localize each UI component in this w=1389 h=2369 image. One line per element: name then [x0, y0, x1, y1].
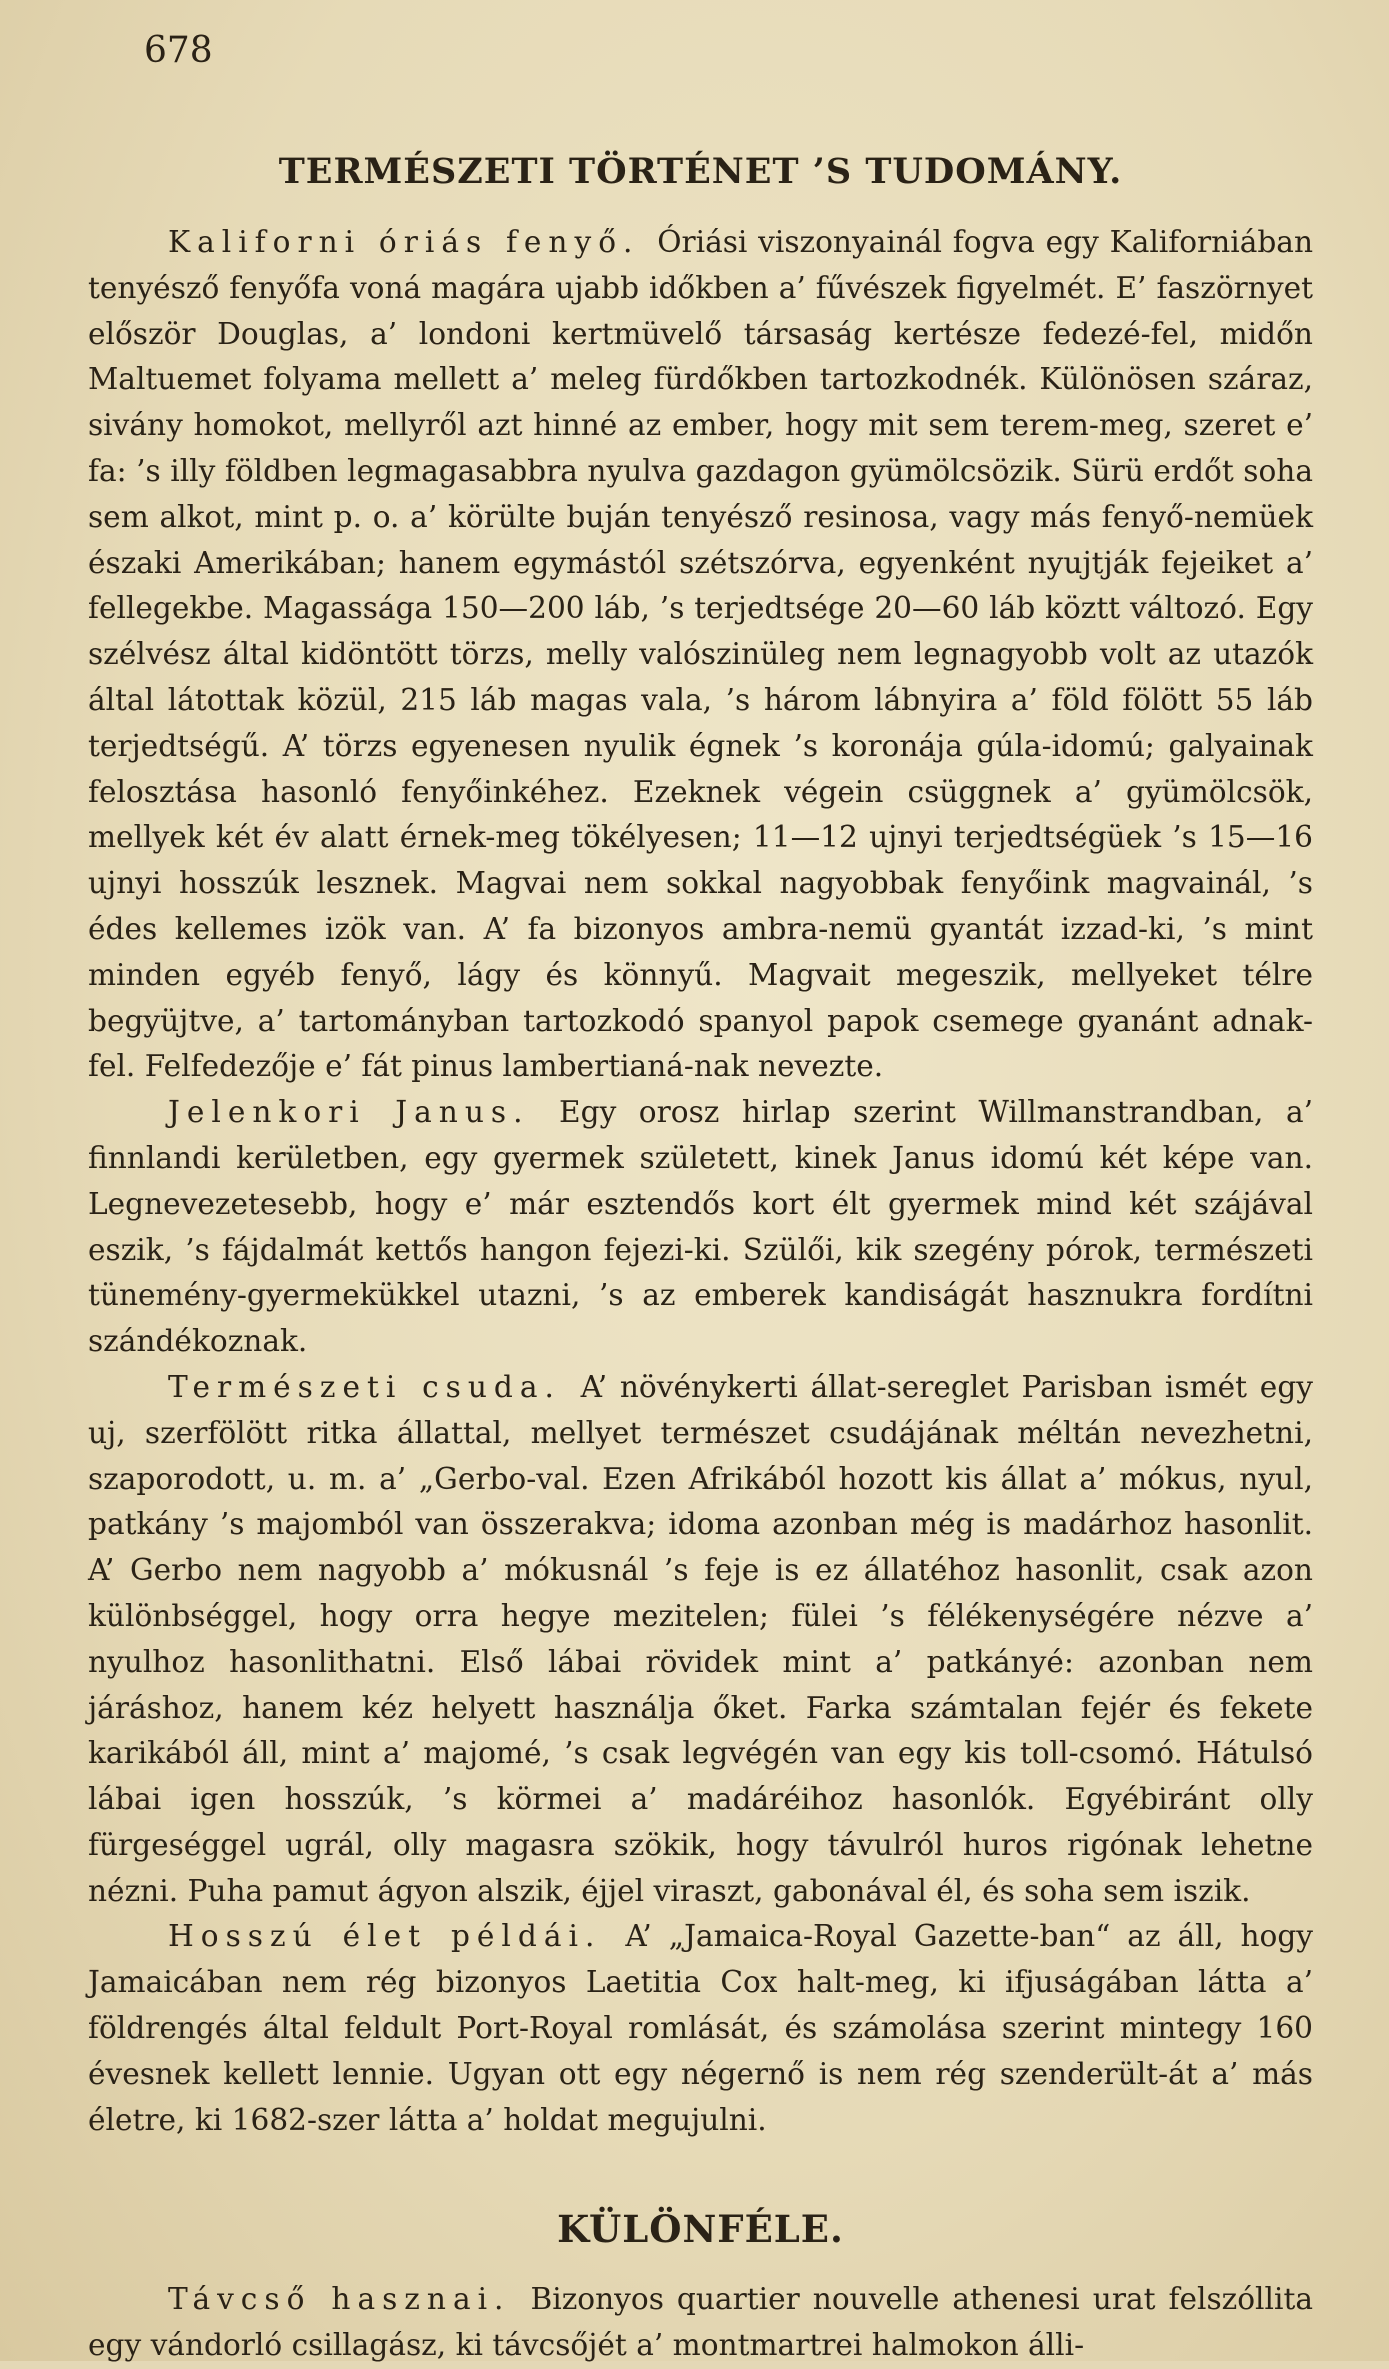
page-number: 678: [144, 30, 213, 71]
article-lead: Hosszú élet példái.: [168, 1919, 626, 1954]
article-gerbo: [88, 1365, 1313, 1915]
article-janus: [88, 1090, 1313, 1365]
article-body: Bizonyos quartier nouvelle athenesi urat felszóllita egy vándorló csillagász, ki távcsőjét a’ montmartrei halmokon álli-: [88, 2282, 1313, 2363]
article-california-pine: [88, 220, 1313, 1090]
section-title-natural-history: TERMÉSZETI TÖRTÉNET ’S TUDOMÁNY.: [278, 151, 1123, 192]
section-title-miscellaneous: KÜLÖNFÉLE.: [557, 2207, 844, 2252]
article-lead: Kaliforni óriás fenyő.: [168, 225, 658, 259]
article-body: A’ növénykerti állat-sereglet Parisban ismét egy uj, szerfölött ritka állattal, mellyet természet csudájának méltán nevezhetni, szaporodott, u. m. a’ „Gerbo-val. Ezen Afrikából hozott kis állat a’ mókus, nyul, patkány ’s majomból van összerakva; idoma azonban még is madárhoz hasonlit. A’ Gerbo nem nagyobb a’ mókusnál ’s feje is ez állatéhoz hasonlit, csak azon különbséggel, hogy orra hegye mezitelen; fülei ’s félékenységére nézve a’ nyulhoz hasonlithatni. Első lábai rövidek mint a’ patkányé: azonban nem járáshoz, hanem kéz helyett használja őket. Farka számtalan fejér és fekete karikából áll, mint a’ majomé, ’s csak legvégén van egy kis toll-csomó. Hátulsó lábai igen hosszúk, ’s körmei a’ madáréihoz hasonlók. Egyébiránt olly fürgeséggel ugrál, olly magasra szökik, hogy távulról huros rigónak lehetne nézni. Puha pamut ágyon alszik, éjjel viraszt, gabonával él, és soha sem iszik.: [88, 1369, 1313, 1908]
article-long-life: [88, 1914, 1313, 2143]
article-lead: Távcső hasznai.: [168, 2282, 531, 2317]
article-body: Egy orosz hirlap szerint Willmanstrandban, a’ finnlandi kerületben, egy gyermek született, kinek Janus idomú két képe van. Legnevezetesebb, hogy e’ már esztendős kort élt gyermek mind két szájával eszik, ’s fájdalmát kettős hangon fejezi-ki. Szülői, kik szegény pórok, természeti tünemény-gyermekükkel utazni, ’s az emberek kandiságát hasznukra fordítni szándékoznak.: [88, 1095, 1313, 1359]
article-lead: Jelenkori Janus.: [168, 1095, 560, 1130]
article-telescope: [88, 2277, 1313, 2369]
article-body: A’ „Jamaica-Royal Gazette-ban“ az áll, hogy Jamaicában nem rég bizonyos Laetitia Cox halt-meg, ki ifjuságában látta a’ földrengés által feldult Port-Royal romlását, és számolása szerint mintegy 160 évesnek kellett lennie. Ugyan ott egy négernő is nem rég szenderült-át a’ más életre, ki 1682-szer látta a’ holdat megujulni.: [88, 1919, 1313, 2137]
article-body: Óriási viszonyainál fogva egy Kaliforniában tenyésző fenyőfa voná magára ujabb időkben a’ fűvészek figyelmét. E’ faszörnyet először Douglas, a’ londoni kertmüvelő társaság kertésze fedezé-fel, midőn Maltuemet folyama mellett a’ meleg fürdőkben tartozkodnék. Különösen száraz, sivány homokot, mellyről azt hinné az ember, hogy mit sem terem-meg, szeret e’ fa: ’s illy földben legmagasabbra nyulva gazdagon gyümölcsözik. Sürü erdőt soha sem alkot, mint p. o. a’ körülte buján tenyésző resinosa, vagy más fenyő-nemüek északi Amerikában; hanem egymástól szétszórva, egyenként nyujtják fejeiket a’ fellegekbe. Magassága 150—200 láb, ’s terjedtsége 20—60 láb köztt változó. Egy szélvész által kidöntött törzs, melly valószinüleg nem legnagyobb volt az utazók által látottak közül, 215 láb magas vala, ’s három lábnyira a’ föld fölött 55 láb terjedtségű. A’ törzs egyenesen nyulik égnek ’s koronája gúla-idomú; galyainak felosztása hasonló fenyőinkéhez. Ezeknek végein csüggnek a’ gyümölcsök, mellyek két év alatt érnek-meg tökélyesen; 11—12 ujnyi terjedtségüek ’s 15—16 ujnyi hosszúk lesznek. Magvai nem sokkal nagyobbak fenyőink magvainál, ’s édes kellemes izök van. A’ fa bizonyos ambra-nemü gyantát izzad-ki, ’s mint minden egyéb fenyő, lágy és könnyű. Magvait megeszik, mellyeket télre begyüjtve, a’ tartományban tartozkodó spanyol papok csemege gyanánt adnak-fel. Felfedezője e’ fát pinus lambertianá-nak nevezte.: [88, 225, 1313, 1084]
article-lead: Természeti csuda.: [168, 1369, 581, 1404]
